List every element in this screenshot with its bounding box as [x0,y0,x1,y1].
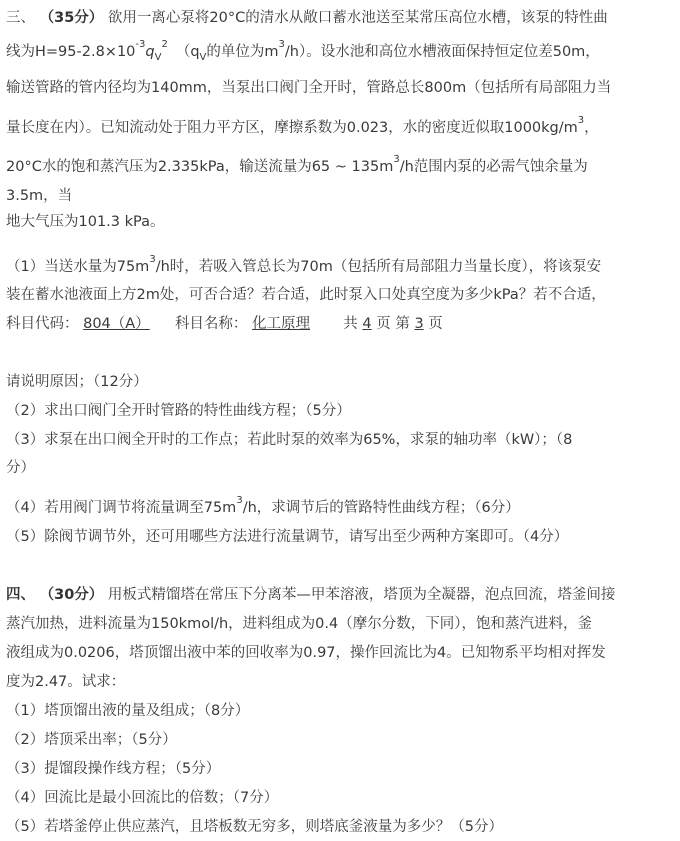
subject-code-label: 科目代码： [6,316,79,332]
page-current: 3 [414,316,424,332]
q4-intro-text: 用板式精馏塔在常压下分离苯—甲苯溶液，塔顶为全凝器，泡点回流，塔釜间接 [107,587,616,603]
q3-part-1-sup: 3 [149,254,156,265]
page-total: 4 [362,316,372,332]
page-footer [6,314,443,334]
q3-part-1-line-3: 请说明原因；（12分） [6,374,148,390]
q3-line-4-end: ， [584,120,599,136]
q3-unit-text-2: 的单位为m [206,44,279,60]
q3-part-5: （5）除阀节调节外，还可用哪些方法进行流量调节，请写出至少两种方案即可。（4分） [6,529,569,545]
q3-part-4-text: （4）若用阀门调节将流量调至75m [6,500,237,516]
q3-number: 三、 [6,10,35,26]
q3-line-4-text: 量长度在内）。已知流动处于阻力平方区，摩擦系数为0.023，水的密度近似取1000kg/m [6,120,578,136]
q4-line-3: 液组成为0.0206，塔顶馏出液中苯的回收率为0.97，操作回流比为4。已知物系平均相对挥发 [6,645,606,661]
q3-unit-text: （q [175,44,200,60]
q4-part-3: （3）提馏段操作线方程；（5分） [6,761,221,777]
q3-formula-q: q [145,44,155,60]
q3-line-6: 3.5m，当 [6,188,73,204]
q3-part-4-sup: 3 [236,495,243,506]
q3-line-5-end: /h范围内泵的必需气蚀余量为 [399,159,588,175]
q3-unit-sub: V [199,52,207,63]
q3-line-2 [6,39,600,64]
subject-name-label: 科目名称： [174,316,248,332]
q3-intro-text: 欲用一离心泵将20°C的清水从敞口蓄水池送至某常压高位水槽，该泵的特性曲 [107,10,608,26]
q3-line-7: 地大气压为101.3 kPa。 [6,214,165,230]
q4-part-5: （5）若塔釜停止供应蒸汽，且塔板数无穷多，则塔底釜液量为多少？（5分） [6,819,503,835]
q3-part-1 [6,254,602,279]
q3-line-4-sup: 3 [577,115,585,126]
subject-code: 804（A） [83,316,150,332]
q4-score: （30分） [39,587,104,603]
q3-part-1-line-2: 装在蓄水池液面上方2m处，可否合适？若合适，此时泵入口处真空度为多少kPa？若不合适， [6,287,606,303]
q3-part-3-line-2: 分） [6,460,35,476]
q3-formula-q-sub: V [154,52,162,63]
q3-unit-text-3: /h）。设水池和高位水槽液面保持恒定位差50m， [284,44,600,60]
q3-part-4-text-2: /h，求调节后的管路特性曲线方程；（6分） [242,500,520,516]
q4-number: 四、 [6,587,35,603]
q3-formula-q-sup: 2 [161,39,168,50]
subject-name: 化工原理 [252,316,311,332]
q3-part-3: （3）求泵在出口阀全开时的工作点；若此时泵的效率为65%，求泵的轴功率（kW）；（8 [6,432,573,448]
page-current-prefix: 页 第 [376,316,410,332]
q4-part-1: （1）塔顶馏出液的量及组成；（8分） [6,703,250,719]
q3-line-3: 输送管路的管内径均为140mm，当泵出口阀门全开时，管路总长800m（包括所有局部阻力当 [6,80,612,96]
q4-line-4: 度为2.47。试求： [6,674,126,690]
q3-line-5-sup: 3 [393,154,400,165]
q4-line-2: 蒸汽加热，进料流量为150kmol/h，进料组成为0.4（摩尔分数，下同），饱和蒸汽进料，釜 [6,616,592,632]
q3-formula-text: 线为H=95-2.8×10 [6,44,136,60]
q3-line-5-text: 20°C水的饱和蒸汽压为2.335kPa，输送流量为65 ~ 135m [6,159,394,175]
q3-line-1 [6,8,608,28]
q3-part-2: （2）求出口阀门全开时管路的特性曲线方程；（5分） [6,403,351,419]
q4-part-4: （4）回流比是最小回流比的倍数；（7分） [6,790,279,806]
q3-part-1-text: （1）当送水量为75m [6,259,150,275]
q3-formula-exponent: -3 [135,39,146,50]
q4-part-2: （2）塔顶采出率；（5分） [6,732,177,748]
q3-score: （35分） [39,10,104,26]
q3-line-4 [6,115,599,140]
q3-part-1-text-2: /h时，若吸入管总长为70m（包括所有局部阻力当量长度），将该泵安 [155,259,602,275]
page-current-suffix: 页 [428,316,443,332]
q3-unit-sup: 3 [278,39,285,50]
q3-part-4 [6,495,520,520]
q3-line-5 [6,154,588,179]
q4-line-1 [6,585,615,605]
page-total-prefix: 共 [343,316,358,332]
